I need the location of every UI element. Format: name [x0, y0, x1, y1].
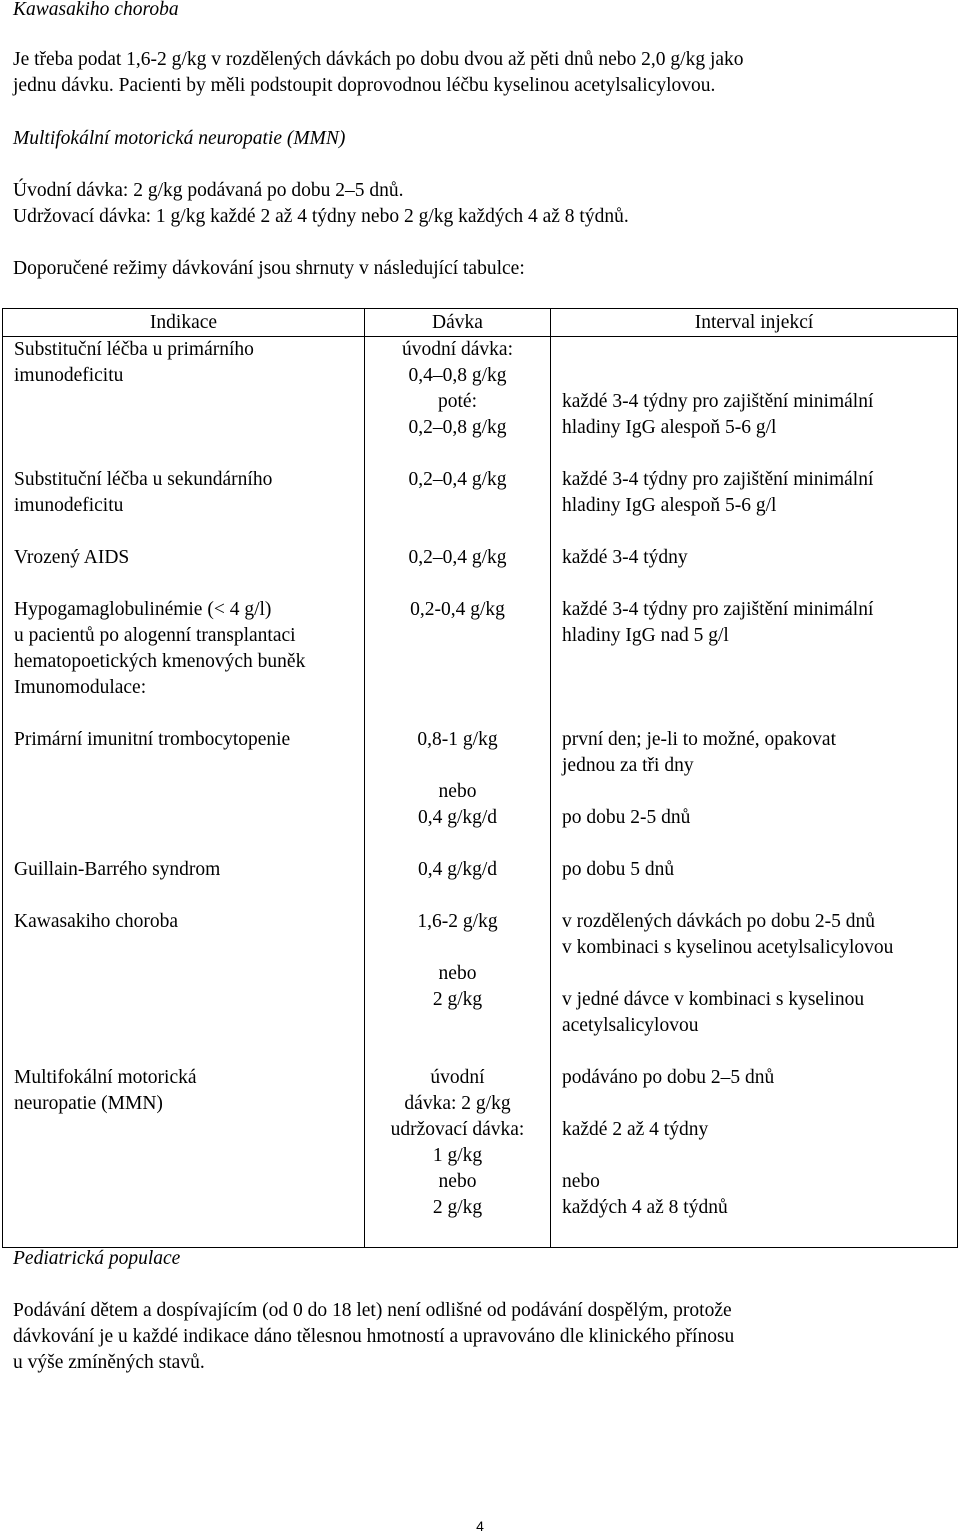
dose-cell: [365, 337, 551, 1248]
indication-text: Guillain-Barrého syndrom: [14, 859, 221, 880]
interval-cell: [551, 337, 958, 1248]
table-header-row: [3, 309, 958, 337]
interval-column: [562, 337, 957, 1247]
header-dose: Dávka: [365, 309, 551, 337]
indication-text: Substituční léčba u sekundárního imunodeficitu: [14, 469, 273, 516]
dosing-table-container: [2, 308, 957, 1248]
indication-text: Hypogamaglobulinémie (< 4 g/l) u pacientů po alogenní transplantaci hematopoetických kmenových buněk Imunomodulace:: [14, 599, 306, 698]
dose-text: 1,6-2 g/kg nebo 2 g/kg: [417, 911, 498, 1010]
indication-text: Vrozený AIDS: [14, 547, 130, 568]
kawasaki-text-line-1: Je třeba podat 1,6-2 g/kg v rozdělených dávkách po dobu dvou až pěti dnů nebo 2,0 g/kg jako: [13, 49, 744, 70]
dose-text: 0,2-0,4 g/kg: [410, 599, 505, 620]
pediatric-text-line-1: Podávání dětem a dospívajícím (od 0 do 18 let) není odlišné od podávání dospělým, protože: [13, 1300, 732, 1321]
dose-text: 0,8-1 g/kg nebo 0,4 g/kg/d: [417, 729, 498, 828]
dose-text: úvodní dávka: 2 g/kg udržovací dávka: 1 g/kg nebo 2 g/kg: [390, 1067, 525, 1218]
kawasaki-text-line-2: jednu dávku. Pacienti by měli podstoupit doprovodnou léčbu kyselinou acetylsalicylovou.: [13, 75, 716, 96]
dosing-table: [2, 308, 958, 1248]
table-row: [3, 337, 958, 1248]
section-heading-pediatric: Pediatrická populace: [13, 1248, 181, 1269]
section-heading-mmn: Multifokální motorická neuropatie (MMN): [13, 128, 346, 149]
mmn-maintenance-dose: Udržovací dávka: 1 g/kg každé 2 až 4 týdny nebo 2 g/kg každých 4 až 8 týdnů.: [13, 206, 629, 227]
indication-text: Kawasakiho choroba: [14, 911, 179, 932]
interval-text: podáváno po dobu 2–5 dnů každé 2 až 4 týdny nebo každých 4 až 8 týdnů: [562, 1067, 775, 1218]
header-indication: Indikace: [3, 309, 365, 337]
dose-column: [365, 337, 550, 1247]
indication-text: Multifokální motorická neuropatie (MMN): [14, 1067, 197, 1114]
interval-text: po dobu 5 dnů: [562, 859, 675, 880]
interval-text: první den; je-li to možné, opakovat jednou za tři dny po dobu 2-5 dnů: [562, 729, 837, 828]
table-intro-text: Doporučené režimy dávkování jsou shrnuty v následující tabulce:: [13, 258, 525, 279]
indication-text: Primární imunitní trombocytopenie: [14, 729, 291, 750]
dose-text: 0,2–0,4 g/kg: [408, 547, 507, 568]
interval-text: v rozdělených dávkách po dobu 2-5 dnů v kombinaci s kyselinou acetylsalicylovou v jedné dávce v kombinaci s kyselinou acetylsalicylovou: [562, 911, 894, 1036]
section-heading-kawasaki: Kawasakiho choroba: [13, 0, 179, 20]
page-number: 4: [476, 1518, 484, 1534]
interval-text: každé 3-4 týdny pro zajištění minimální hladiny IgG alespoň 5-6 g/l: [562, 469, 874, 516]
interval-text: každé 3-4 týdny: [562, 547, 688, 568]
header-interval: Interval injekcí: [551, 309, 958, 337]
dose-text: úvodní dávka: 0,4–0,8 g/kg poté: 0,2–0,8 g/kg: [401, 339, 514, 438]
interval-text: každé 3-4 týdny pro zajištění minimální hladiny IgG alespoň 5-6 g/l: [562, 391, 874, 438]
interval-text: každé 3-4 týdny pro zajištění minimální hladiny IgG nad 5 g/l: [562, 599, 874, 646]
indication-cell: [3, 337, 365, 1248]
indication-text: Substituční léčba u primárního imunodeficitu: [14, 339, 254, 386]
dose-text: 0,4 g/kg/d: [417, 859, 498, 880]
mmn-initial-dose: Úvodní dávka: 2 g/kg podávaná po dobu 2–5 dnů.: [13, 180, 404, 201]
indication-column: [14, 337, 364, 1247]
dose-text: 0,2–0,4 g/kg: [408, 469, 507, 490]
pediatric-text-line-2: dávkování je u každé indikace dáno tělesnou hmotností a upravováno dle klinického přínosu: [13, 1326, 735, 1347]
pediatric-text-line-3: u výše zmíněných stavů.: [13, 1352, 205, 1373]
